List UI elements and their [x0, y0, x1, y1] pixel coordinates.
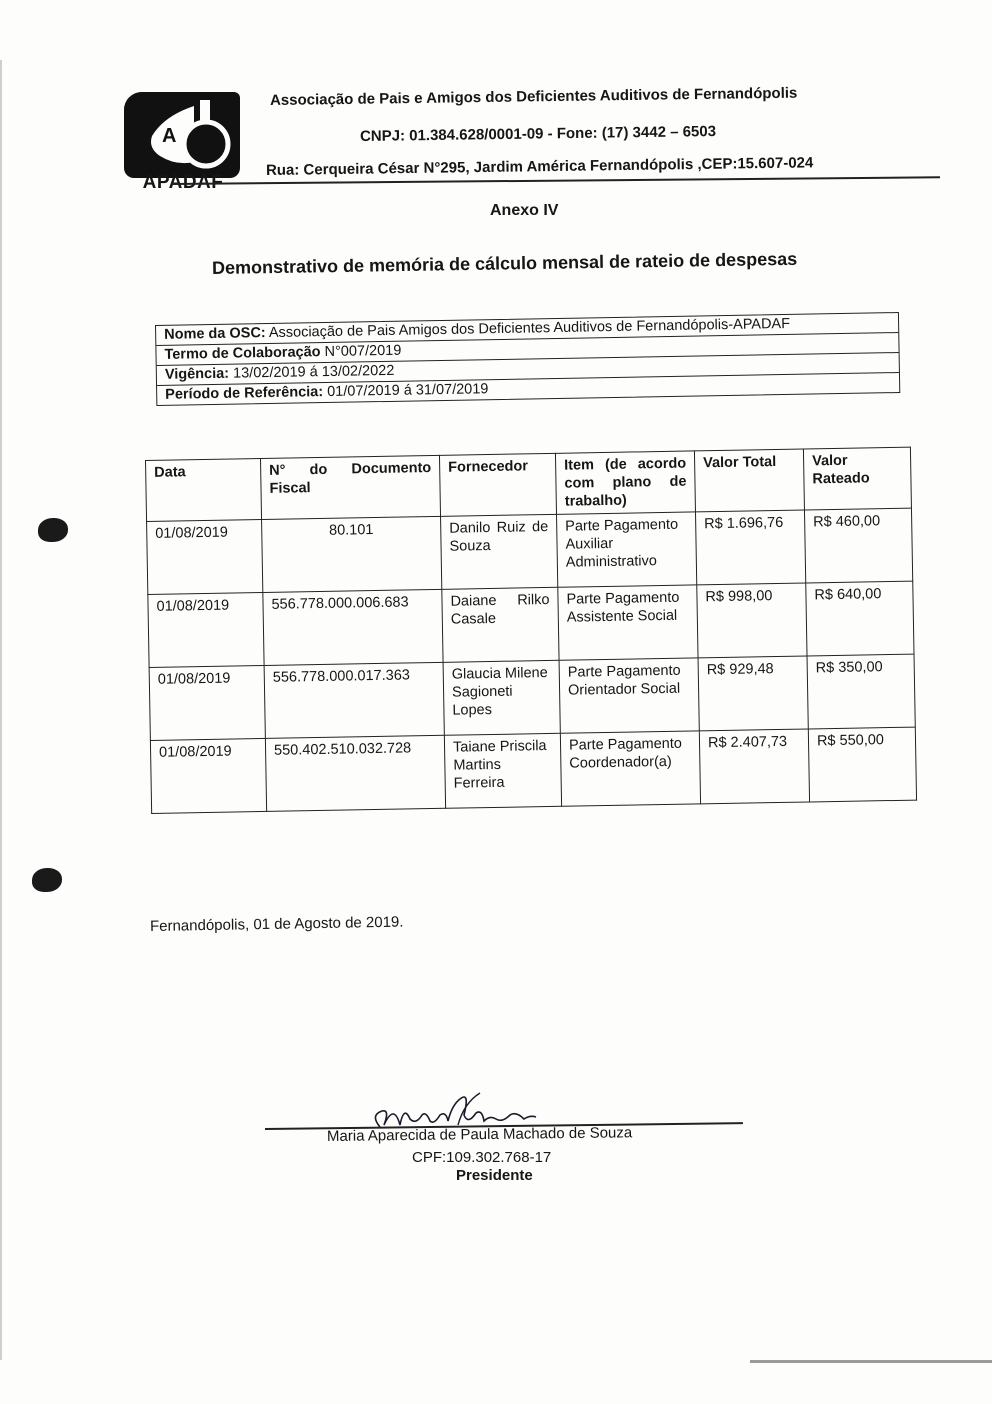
- logo-wordmark: APADAF: [142, 172, 224, 193]
- cell-data: 01/08/2019: [147, 519, 263, 594]
- punch-hole: [38, 518, 68, 542]
- expenses-table-wrapper: [145, 447, 917, 814]
- col-header-valor-total: Valor Total: [694, 449, 804, 512]
- vigencia-value: 13/02/2019 á 13/02/2022: [228, 362, 395, 382]
- vigencia-label: Vigência:: [164, 365, 230, 383]
- cell-valor-rateado: R$ 640,00: [806, 581, 914, 656]
- periodo-value: 01/07/2019 á 31/07/2019: [322, 381, 489, 401]
- osc-info-box: [155, 312, 900, 406]
- osc-name-value: Associação de Pais Amigos dos Deficientes Auditivos de Fernandópolis-APADAF: [265, 315, 791, 342]
- cell-item: Parte Pagamento Coordenador(a): [560, 731, 700, 806]
- apadaf-logo: [120, 92, 246, 192]
- col-header-fornecedor: Fornecedor: [439, 453, 556, 516]
- ear-logo-icon: [124, 92, 240, 178]
- signer-cpf: CPF:109.302.768-17: [412, 1149, 552, 1166]
- punch-hole: [32, 868, 62, 892]
- cell-item: Parte Pagamento Orientador Social: [559, 658, 699, 733]
- cell-documento: 550.402.510.032.728: [265, 735, 445, 811]
- cell-valor-total: R$ 2.407,73: [699, 729, 809, 804]
- cell-valor-total: R$ 929,48: [698, 656, 808, 731]
- cell-documento: 80.101: [262, 516, 442, 592]
- org-address: Rua: Cerqueira César N°295, Jardim América Fernandópolis ,CEP:15.607-024: [265, 154, 814, 179]
- cell-fornecedor: Taiane Priscila Martins Ferreira: [444, 733, 561, 808]
- org-cnpj-phone: CNPJ: 01.384.628/0001-09 - Fone: (17) 3442 – 6503: [359, 123, 717, 145]
- table-row: [149, 654, 915, 740]
- cell-documento: 556.778.000.017.363: [264, 662, 444, 738]
- cell-item: Parte Pagamento Assistente Social: [558, 585, 698, 660]
- svg-text:A: A: [162, 125, 177, 147]
- cell-valor-rateado: R$ 460,00: [804, 508, 912, 583]
- cell-fornecedor: Glaucia Milene Sagioneti Lopes: [443, 660, 560, 735]
- periodo-label: Período de Referência:: [165, 384, 324, 403]
- table-row: [148, 581, 914, 667]
- cell-valor-rateado: R$ 350,00: [807, 654, 915, 729]
- cell-fornecedor: Daiane Rilko Casale: [442, 587, 559, 662]
- cell-data: 01/08/2019: [150, 738, 266, 813]
- cell-valor-total: R$ 1.696,76: [695, 510, 805, 585]
- org-name: Associação de Pais e Amigos dos Deficientes Auditivos de Fernandópolis: [269, 84, 798, 109]
- signer-role: Presidente: [456, 1167, 533, 1184]
- cell-data: 01/08/2019: [148, 592, 264, 667]
- table-row: [147, 508, 913, 594]
- col-header-data: Data: [146, 458, 262, 521]
- cell-item: Parte Pagamento Auxiliar Administrativo: [557, 512, 697, 587]
- cell-valor-rateado: R$ 550,00: [808, 727, 916, 802]
- cell-fornecedor: Danilo Ruiz de Souza: [441, 514, 558, 589]
- osc-name-label: Nome da OSC:: [164, 325, 266, 343]
- annex-label: Anexo IV: [490, 202, 559, 219]
- expenses-table: [145, 447, 917, 814]
- cell-data: 01/08/2019: [149, 665, 265, 740]
- cell-documento: 556.778.000.006.683: [263, 589, 443, 665]
- place-and-date: Fernandópolis, 01 de Agosto de 2019.: [149, 913, 404, 935]
- col-header-item: Item (de acordo com plano de trabalho): [555, 451, 695, 514]
- col-header-valor-rateado: Valor Rateado: [803, 447, 911, 510]
- document-title: Demonstrativo de memória de cálculo mensal de rateio de despesas: [211, 248, 798, 278]
- scan-edge: [0, 60, 2, 1360]
- table-row: [150, 727, 916, 813]
- termo-value: N°007/2019: [320, 342, 402, 361]
- scan-edge: [750, 1360, 992, 1363]
- col-header-documento: N° do Documento Fiscal: [260, 455, 440, 519]
- termo-label: Termo de Colaboração: [164, 344, 321, 363]
- cell-valor-total: R$ 998,00: [697, 583, 807, 658]
- signer-name: Maria Aparecida de Paula Machado de Souza: [326, 1124, 633, 1145]
